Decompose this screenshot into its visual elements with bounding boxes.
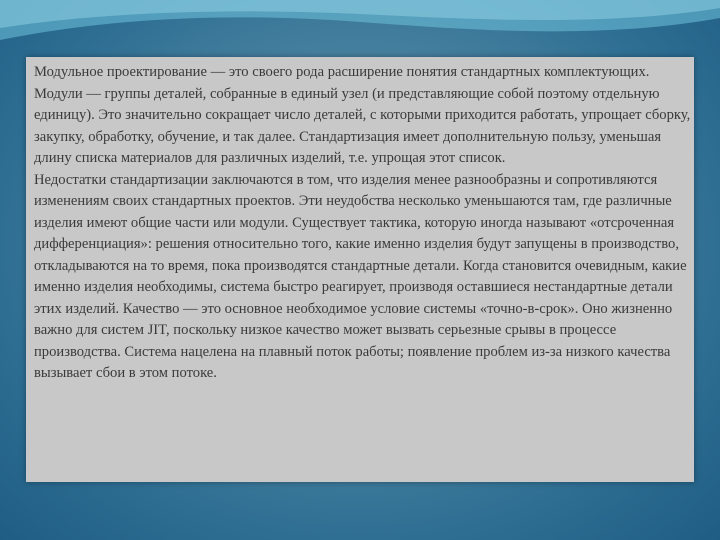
paragraph-standardization-drawbacks: Недостатки стандартизации заключаются в том, что изделия менее разнообразны и сопротивляются изменениям своих стандартных проектов. Эти неудобства несколько уменьшаются там, где различные изделия имеют общие части или модули. Существует тактика, которую иногда называют «отсроченная дифференциация»: решения относительно того, какие именно изделия будут запущены в производство, откладываются на то время, пока производятся стандартные детали. Когда становится очевидным, какие именно изделия необходимы, система быстро реагирует, производя оставшиеся нестандартные детали этих изделий. Качество — это основное необходимое условие системы «точно-в-срок». Оно жизненно важно для систем JIT, поскольку низкое качество может вызвать серьезные срывы в процессе производства. Система нацелена на плавный поток работы; появление проблем из-за низкого качества вызывает сбои в этом потоке. (34, 171, 687, 381)
paragraph-modular-design: Модульное проектирование — это своего рода расширение понятия стандартных комплектующих. Модули — группы деталей, собранные в единый узел (и представляющие собой поэтому отдельную единицу). Это значительно сокращает число деталей, с которыми приходится работать, упрощает сборку, закупку, обработку, обучение, и так далее. Стандартизация имеет дополнительную пользу, уменьшая длину списка материалов для различных изделий, т.е. упрощая этот список. (34, 64, 691, 166)
slide-body-text (34, 62, 694, 385)
